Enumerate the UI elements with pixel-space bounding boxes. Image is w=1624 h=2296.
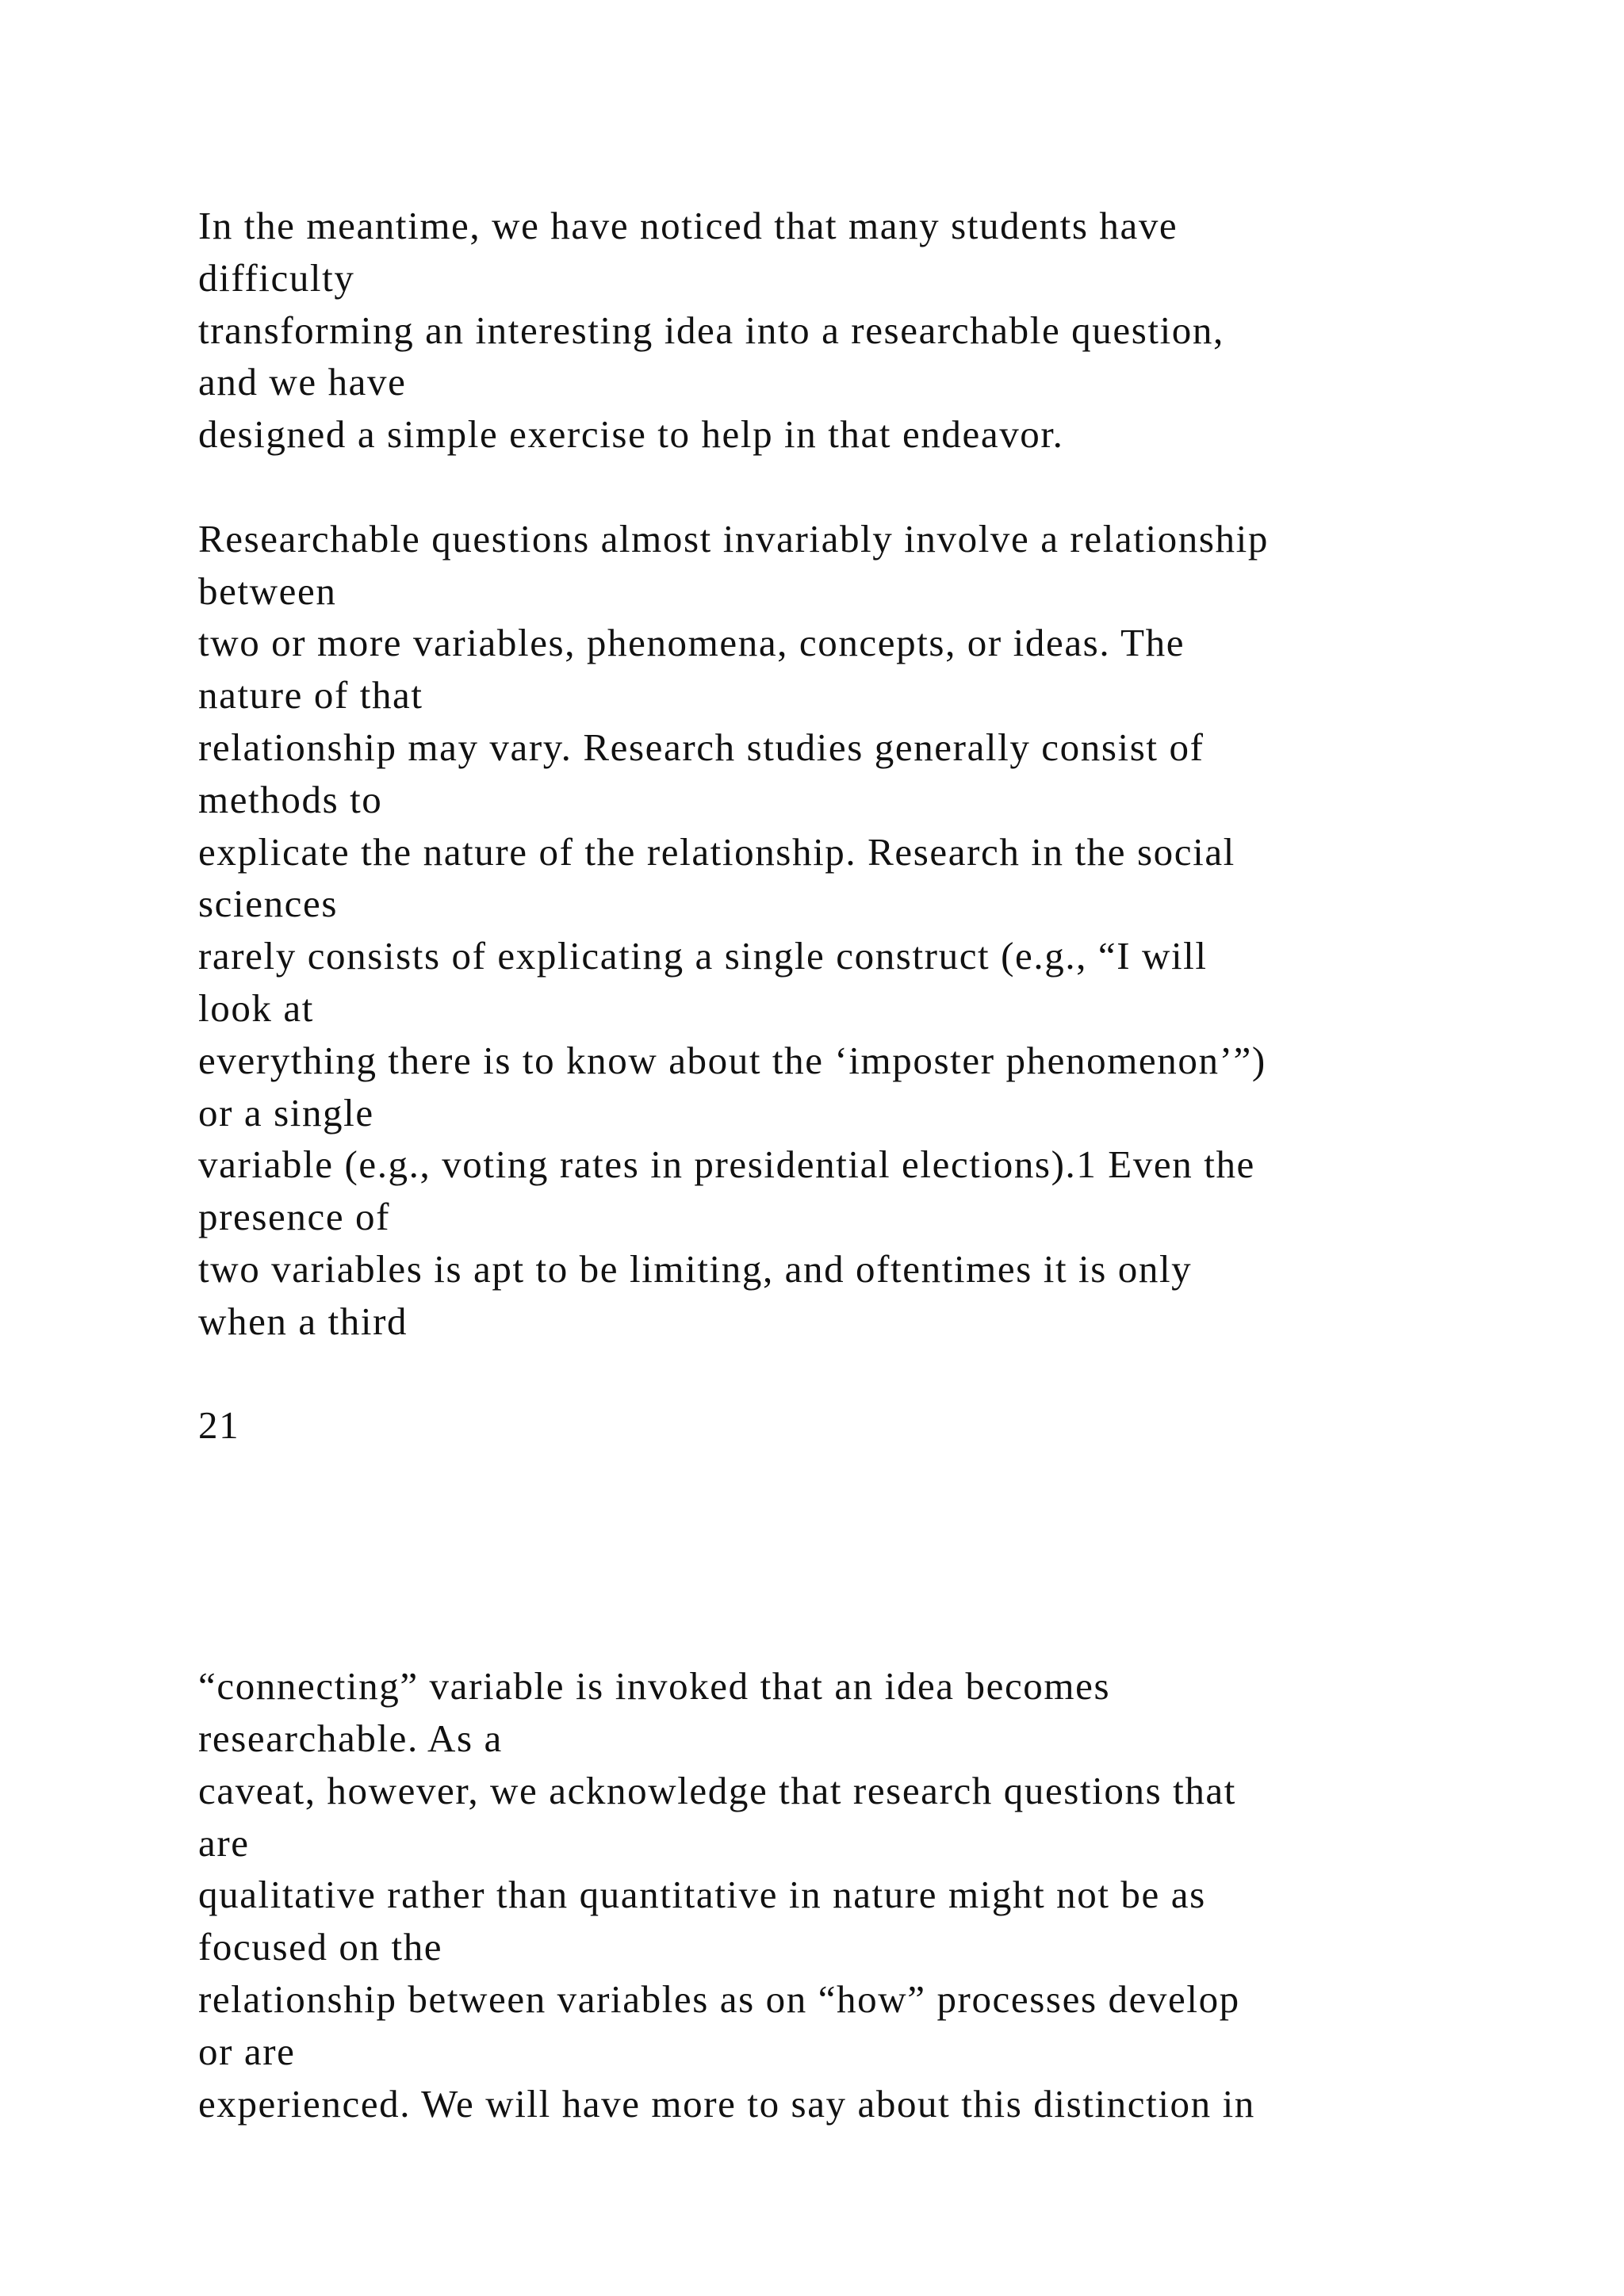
text-line: focused on the (198, 1925, 443, 1969)
text-line: explicate the nature of the relationship. Research in the social (198, 829, 1235, 874)
text-line: or a single (198, 1090, 374, 1135)
text-line: or are (198, 2029, 296, 2073)
page-number: 21 (198, 1403, 240, 1448)
text-line: everything there is to know about the ‘imposter phenomenon’”) (198, 1038, 1266, 1082)
text-line: experienced. We will have more to say about this distinction in (198, 2081, 1255, 2126)
text-line: look at (198, 985, 314, 1030)
text-line: qualitative rather than quantitative in nature might not be as (198, 1873, 1206, 1917)
text-line: In the meantime, we have noticed that many students have (198, 204, 1178, 247)
text-line: researchable. As a (198, 1716, 503, 1760)
paragraph-meantime (198, 200, 1610, 461)
text-line: variable (e.g., voting rates in presidential elections).1 Even the (198, 1142, 1255, 1187)
text-line: methods to (198, 777, 383, 821)
text-line: Researchable questions almost invariably involve a relationship (198, 516, 1269, 561)
text-line: designed a simple exercise to help in that endeavor. (198, 412, 1064, 457)
text-line: transforming an interesting idea into a researchable question, (198, 308, 1224, 352)
text-line: and we have (198, 360, 407, 404)
text-line: rarely consists of explicating a single construct (e.g., “I will (198, 934, 1208, 978)
paragraph-connecting-variable (198, 1660, 1610, 2130)
text-line: between (198, 568, 337, 613)
text-line: two variables is apt to be limiting, and oftentimes it is only (198, 1246, 1193, 1291)
text-line: presence of (198, 1195, 391, 1239)
paragraph-researchable-questions (198, 513, 1610, 1348)
text-line: are (198, 1820, 250, 1865)
text-line: when a third (198, 1299, 408, 1343)
text-line: difficulty (198, 255, 355, 300)
text-line: “connecting” variable is invoked that an idea becomes (198, 1664, 1111, 1709)
text-line: two or more variables, phenomena, concepts, or ideas. The (198, 621, 1185, 665)
text-line: caveat, however, we acknowledge that research questions that (198, 1768, 1236, 1812)
paragraph-spacer (198, 461, 1610, 513)
text-line: nature of that (198, 673, 423, 718)
text-line: relationship may vary. Research studies generally consist of (198, 725, 1205, 769)
text-line: relationship between variables as on “how” processes develop (198, 1976, 1240, 2021)
page-break-space (198, 1452, 1610, 1660)
text-line: sciences (198, 882, 339, 926)
document-page (198, 200, 1610, 2130)
page-number-spacer (198, 1348, 1610, 1400)
